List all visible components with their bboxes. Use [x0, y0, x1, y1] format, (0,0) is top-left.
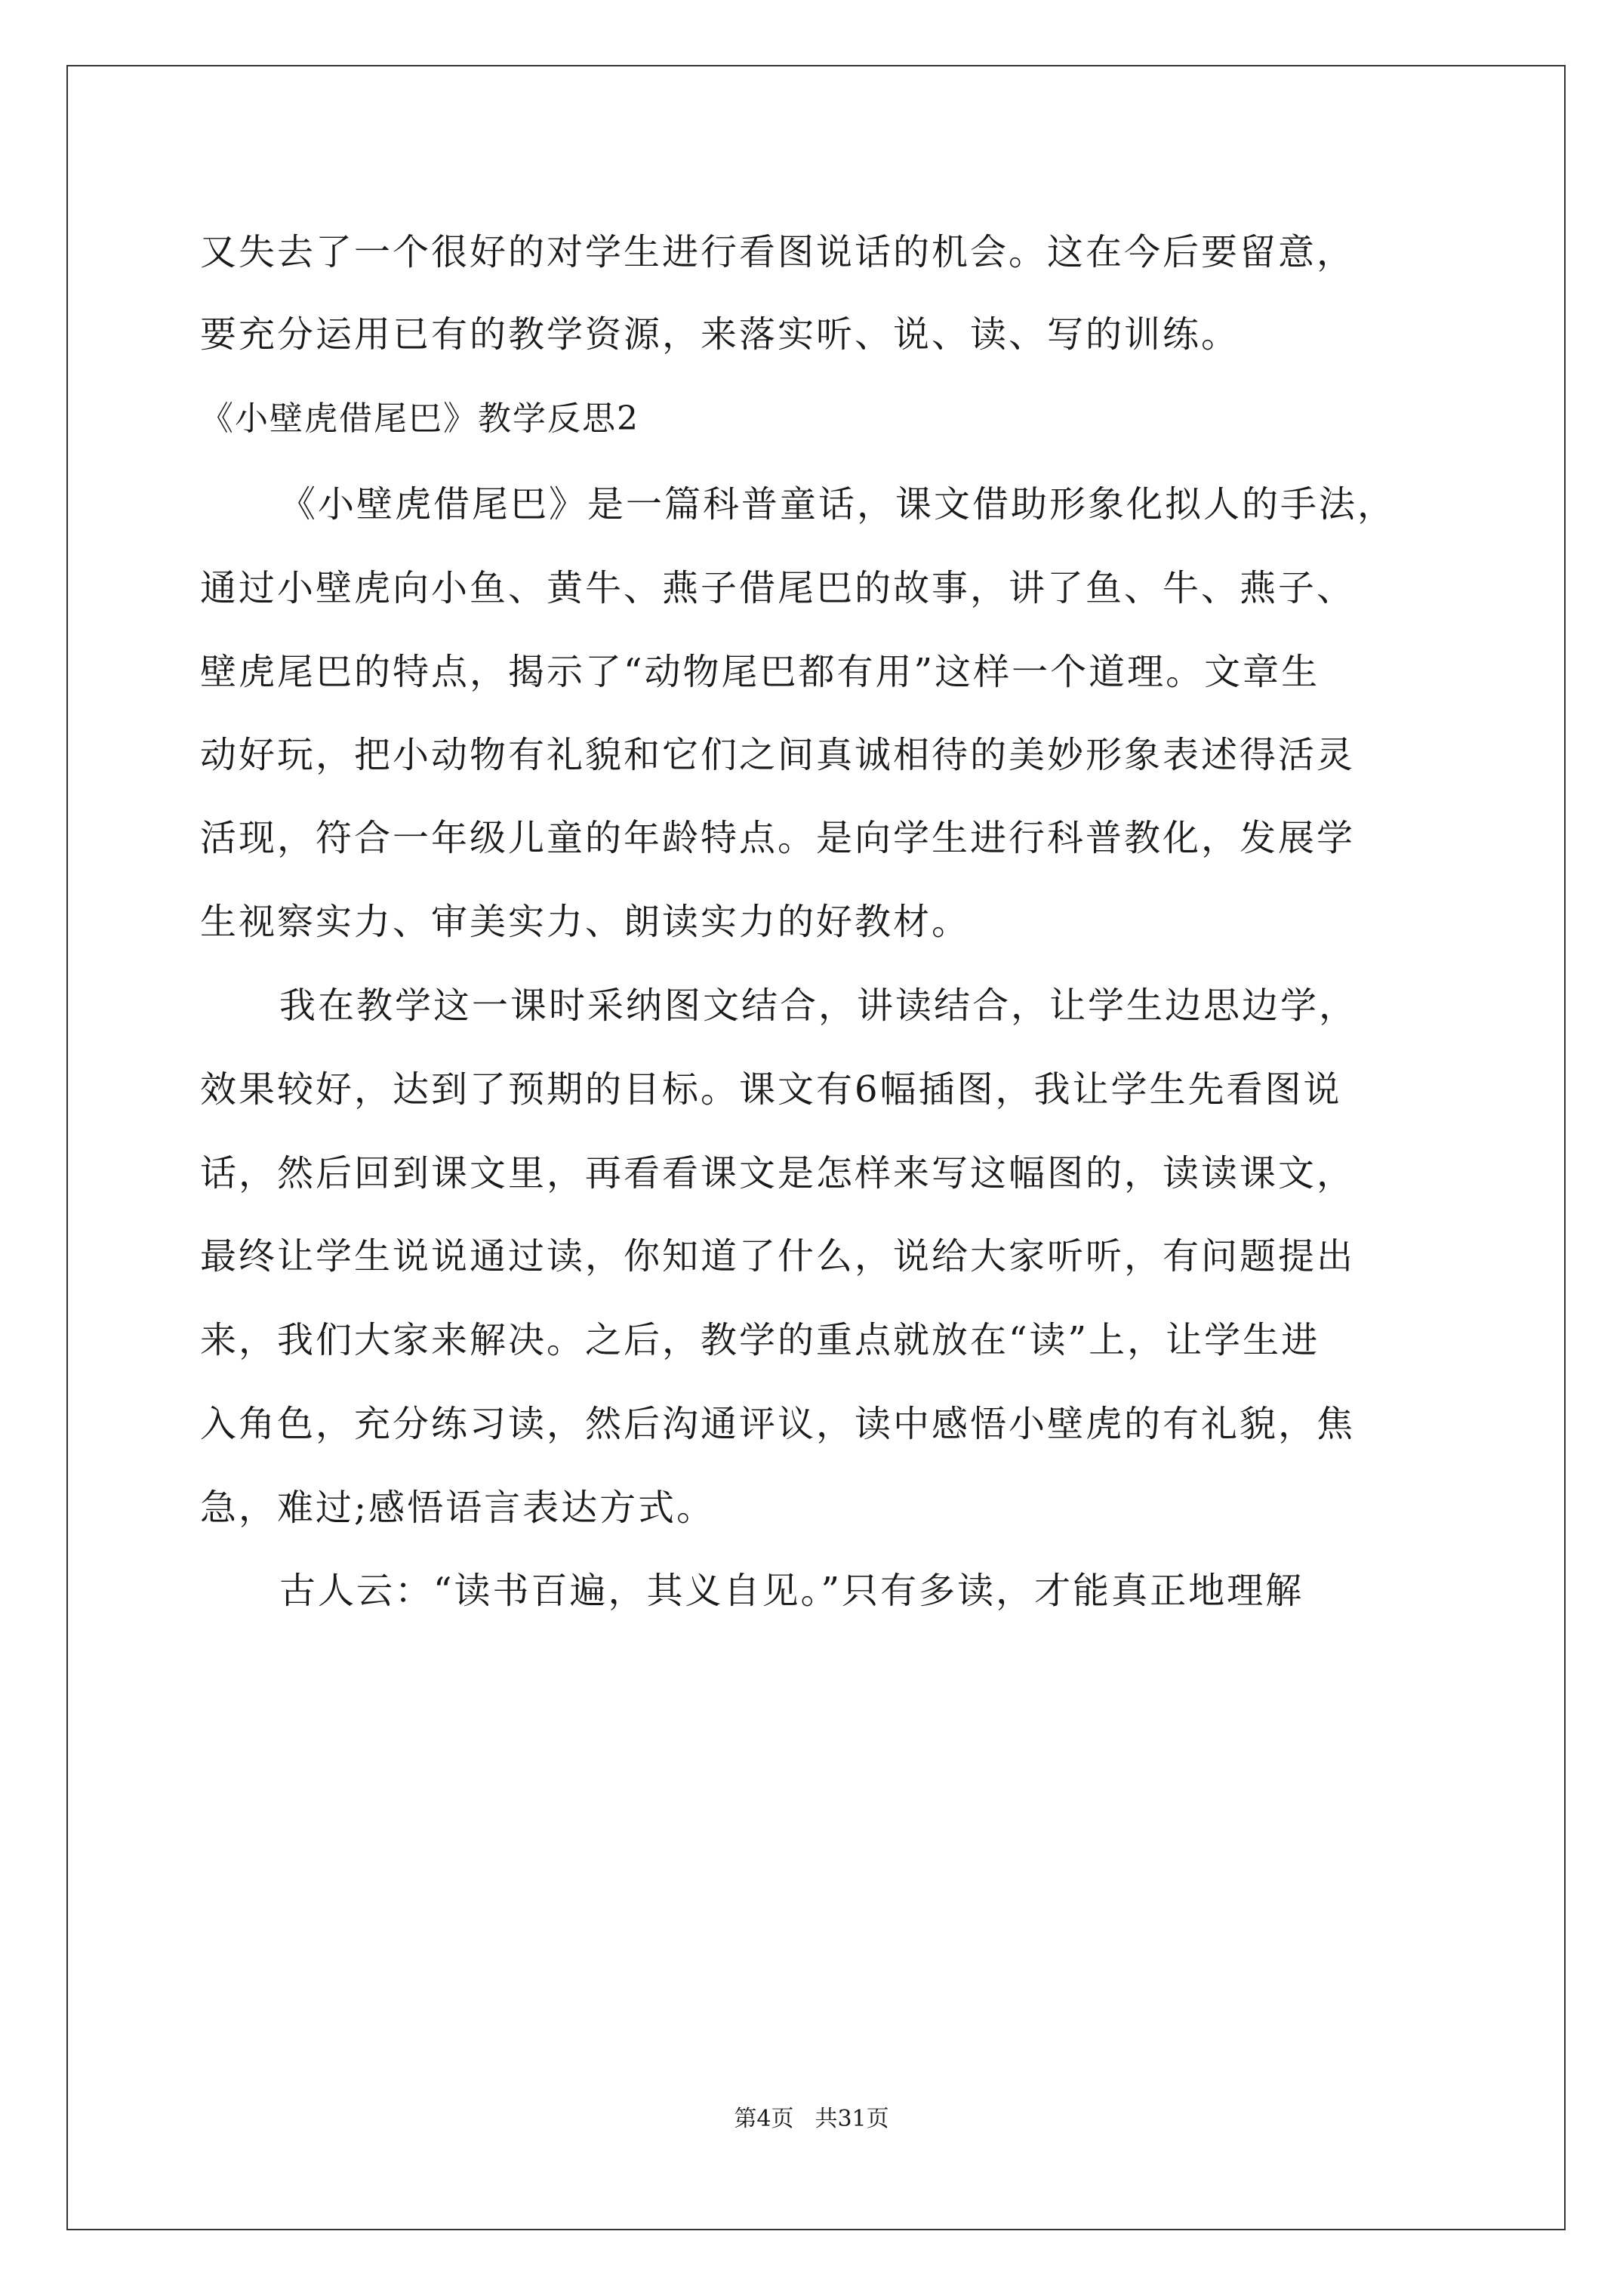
body-line: 活现，符合一年级儿童的年龄特点。是向学生进行科普教化，发展学	[200, 817, 1356, 859]
body-line: 最终让学生说说通过读，你知道了什么，说给大家听听，有问题提出	[200, 1235, 1356, 1277]
body-line: 效果较好，达到了预期的目标。课文有6幅插图，我让学生先看图说	[200, 1068, 1342, 1111]
body-line: 急，难过;感悟语言表达方式。	[200, 1487, 716, 1529]
body-line: 又失去了一个很好的对学生进行看图说话的机会。这在今后要留意，	[200, 231, 1356, 273]
page-border	[66, 65, 1566, 2230]
body-line: 入角色，充分练习读，然后沟通评议，读中感悟小壁虎的有礼貌，焦	[200, 1403, 1356, 1445]
paragraph-first-line: 古人云：“读书百遍，其义自见。”只有多读，才能真正地理解	[279, 1570, 1304, 1612]
body-line: 话，然后回到课文里，再看看课文是怎样来写这幅图的，读读课文，	[200, 1152, 1356, 1194]
body-line: 动好玩，把小动物有礼貌和它们之间真诚相待的美妙形象表述得活灵	[200, 734, 1356, 776]
paragraph-first-line: 我在教学这一课时采纳图文结合，讲读结合，让学生边思边学，	[279, 985, 1358, 1027]
body-line: 要充分运用已有的教学资源，来落实听、说、读、写的训练。	[200, 313, 1240, 356]
section-heading: 《小壁虎借尾巴》教学反思2	[200, 399, 639, 438]
body-line: 通过小壁虎向小鱼、黄牛、燕子借尾巴的故事，讲了鱼、牛、燕子、	[200, 567, 1356, 609]
body-line: 来，我们大家来解决。之后，教学的重点就放在“读”上，让学生进	[200, 1319, 1320, 1361]
paragraph-first-line: 《小壁虎借尾巴》是一篇科普童话，课文借助形象化拟人的手法，	[279, 483, 1397, 525]
page-total: 共31页	[815, 2106, 889, 2132]
page-number: 第4页	[734, 2106, 794, 2132]
body-line: 生视察实力、审美实力、朗读实力的好教材。	[200, 901, 971, 943]
body-line: 壁虎尾巴的特点，揭示了“动物尾巴都有用”这样一个道理。文章生	[200, 651, 1320, 693]
page-footer	[0, 2104, 1623, 2134]
